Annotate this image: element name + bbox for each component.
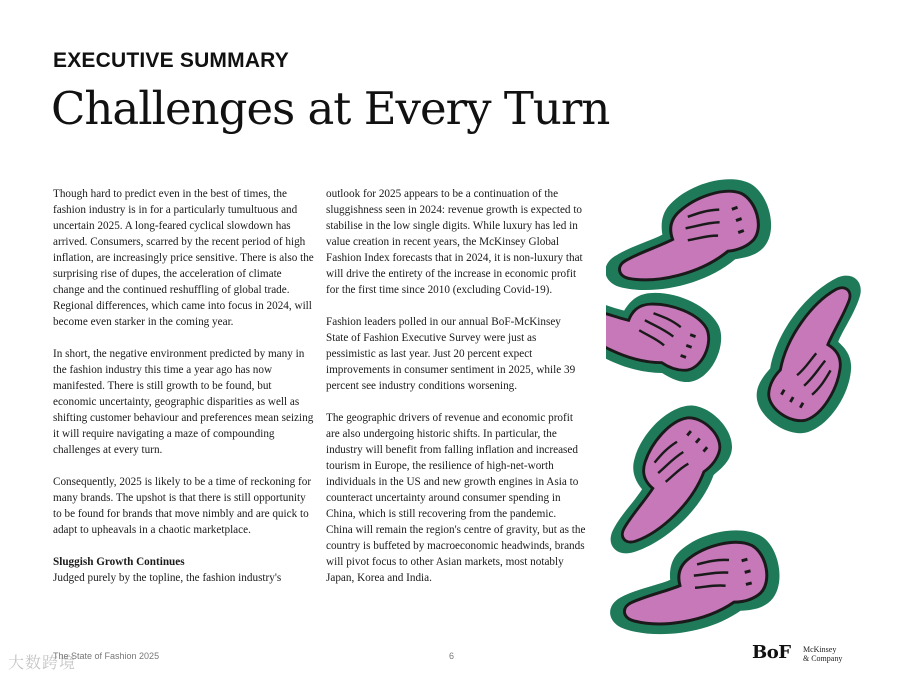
paragraph: In short, the negative environment predicted by many in the fashion industry this time a year ago has now manifested. There is still growth to be found, but economic uncertainty, geographic disparities as well as shifting customer behaviour and preferences mean seizing it will require navigating a maze of compounding challenges at every turn. <box>53 348 314 456</box>
bof-logo: BoF <box>752 642 791 663</box>
text-column-left <box>53 186 315 586</box>
paragraph: China will remain the region's centre of gravity, but as the country is buffeted by macroeconomic headwinds, brands will pivot focus to other Asian markets, most notably Japan, Korea and India. <box>326 524 586 584</box>
mckinsey-logo-line2: & Company <box>803 654 843 663</box>
paragraph: outlook for 2025 appears to be a continuation of the sluggishness seen in 2024: revenue growth is expected to stabilise in the low single digits. While luxury has led in value creation in recent years, the McKinsey Global Fashion Index forecasts that in 2024, it is non-luxury that will drive the entirety of the increase in economic profit for the first time since 2010 (excluding Covid-19). <box>326 188 583 296</box>
mckinsey-logo-line1: McKinsey <box>803 645 837 654</box>
text-column-right <box>326 186 586 586</box>
watermark-text: 大数跨境 <box>8 655 77 672</box>
paragraph: Consequently, 2025 is likely to be a time of reckoning for many brands. The upshot is that there is still opportunity to be found for brands that move nimbly and are quick to adapt to upheavals in a chaotic marketplace. <box>53 476 312 536</box>
paragraph: Judged purely by the topline, the fashion industry's <box>53 572 282 584</box>
publication-footer: The State of Fashion 2025 <box>53 651 160 661</box>
pointing-hand-icon <box>741 261 896 448</box>
paragraph: Fashion leaders polled in our annual BoF-McKinsey State of Fashion Executive Survey were just as pessimistic as last year. Just 20 percent expect improvements in consumer sentiment in 2025, while 39 percent see industry conditions worsening. <box>326 316 576 392</box>
section-eyebrow: EXECUTIVE SUMMARY <box>53 49 289 72</box>
pointing-hand-icon <box>606 170 783 309</box>
pointing-hands-illustration <box>606 170 896 640</box>
paragraph: Though hard to predict even in the best of times, the fashion industry is in for a particularly tumultuous and uncertain 2025. A long-feared cyclical slowdown has arrived. Consumers, scarred by the recent period of high inflation, are increasingly price sensitive. There is also the surprising rise of dupes, the acceleration of climate change and the continued reshuffling of global trade. Regional differences, which came into focus in 2024, will become even starker in the coming year. <box>53 188 314 328</box>
page-number: 6 <box>449 651 455 661</box>
mckinsey-logo <box>803 645 842 663</box>
section-subheading: Sluggish Growth Continues <box>53 556 185 568</box>
page-title: Challenges at Every Turn <box>51 82 610 135</box>
paragraph: The geographic drivers of revenue and economic profit are also undergoing historic shifts. In particular, the industry will benefit from falling inflation and increased tourism in Europe, the resilience of high-net-worth individuals in the US and new growth engines in Asia to counteract uncertainty around consumer spending in China, which is still recovering from the pandemic. <box>326 412 579 520</box>
